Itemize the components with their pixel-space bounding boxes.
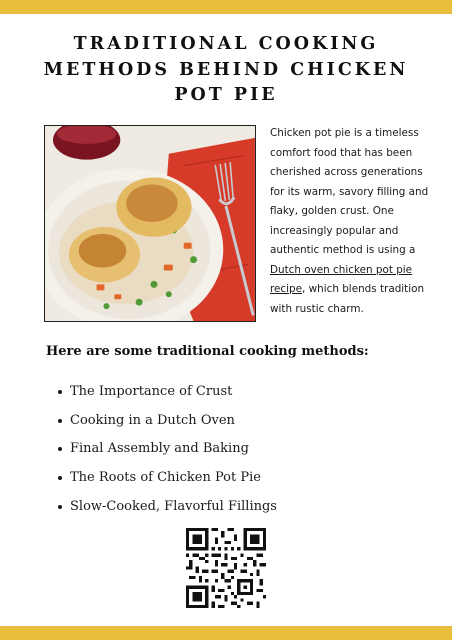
intro-text-after: , which blends tradition with rustic charm. (270, 283, 425, 315)
intro-paragraph (270, 124, 430, 319)
qr-code-icon[interactable] (186, 528, 266, 608)
list-item: Final Assembly and Baking (58, 435, 418, 464)
chicken-pot-pie-photo (44, 125, 256, 322)
intro-text-before: Chicken pot pie is a timeless comfort food that has been cherished across generations for its warm, savory filling and flaky, golden crust. One increasingly popular and authentic method is using a (270, 127, 429, 256)
list-item: The Importance of Crust (58, 378, 418, 407)
list-item: Slow-Cooked, Flavorful Fillings (58, 493, 418, 522)
bottom-accent-bar (0, 626, 452, 640)
dutch-oven-recipe-link[interactable]: Dutch oven chicken pot pie recipe (270, 263, 413, 295)
methods-heading: Here are some traditional cooking methods: (46, 344, 369, 359)
list-item: Cooking in a Dutch Oven (58, 407, 418, 436)
methods-list (58, 378, 418, 522)
list-item: The Roots of Chicken Pot Pie (58, 464, 418, 493)
page-title: TRADITIONAL COOKING METHODS BEHIND CHICKEN POT PIE (43, 34, 409, 105)
top-accent-bar (0, 0, 452, 14)
